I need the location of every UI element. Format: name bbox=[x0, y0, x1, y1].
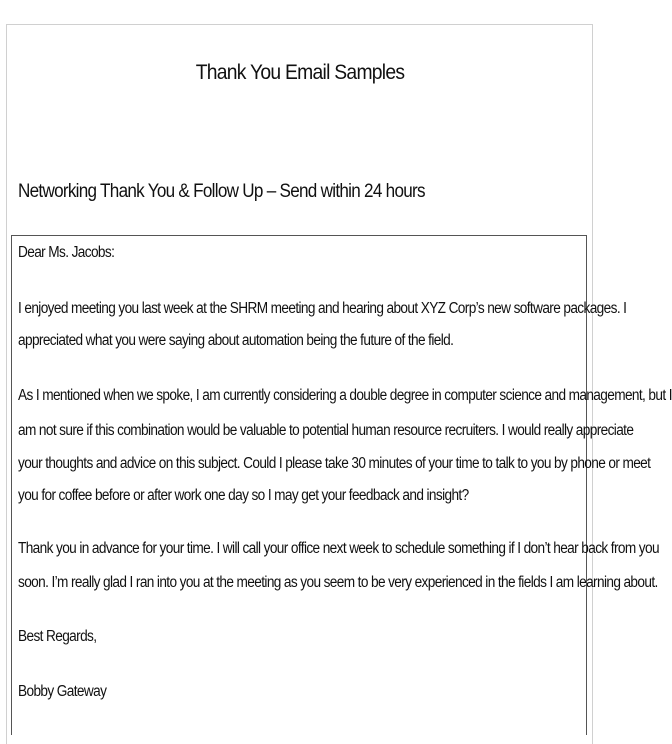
email-paragraph-3-line-2: soon. I’m really glad I ran into you at the meeting as you seem to be very experienced in the fields I am learning about. bbox=[18, 574, 658, 591]
email-paragraph-2-line-2: am not sure if this combination would be valuable to potential human resource recruiters. I would really appreciate bbox=[18, 422, 634, 439]
email-signature: Bobby Gateway bbox=[18, 683, 107, 700]
email-paragraph-2-line-3: your thoughts and advice on this subject. Could I please take 30 minutes of your time to talk to you by phone or meet bbox=[18, 455, 651, 472]
email-closing: Best Regards, bbox=[18, 628, 97, 645]
email-paragraph-2-line-1: As I mentioned when we spoke, I am currently considering a double degree in computer science and management, but I bbox=[18, 387, 672, 404]
section-heading: Networking Thank You & Follow Up – Send within 24 hours bbox=[18, 181, 425, 202]
document-title: Thank You Email Samples bbox=[195, 61, 405, 84]
email-paragraph-1-line-2: appreciated what you were saying about automation being the future of the field. bbox=[18, 332, 454, 349]
email-salutation: Dear Ms. Jacobs: bbox=[18, 244, 115, 261]
email-paragraph-3-line-1: Thank you in advance for your time. I will call your office next week to schedule something if I don’t hear back from you bbox=[18, 540, 659, 557]
email-paragraph-2-line-4: you for coffee before or after work one day so I may get your feedback and insight? bbox=[18, 487, 469, 504]
email-paragraph-1-line-1: I enjoyed meeting you last week at the SHRM meeting and hearing about XYZ Corp’s new software packages. I bbox=[18, 300, 627, 317]
